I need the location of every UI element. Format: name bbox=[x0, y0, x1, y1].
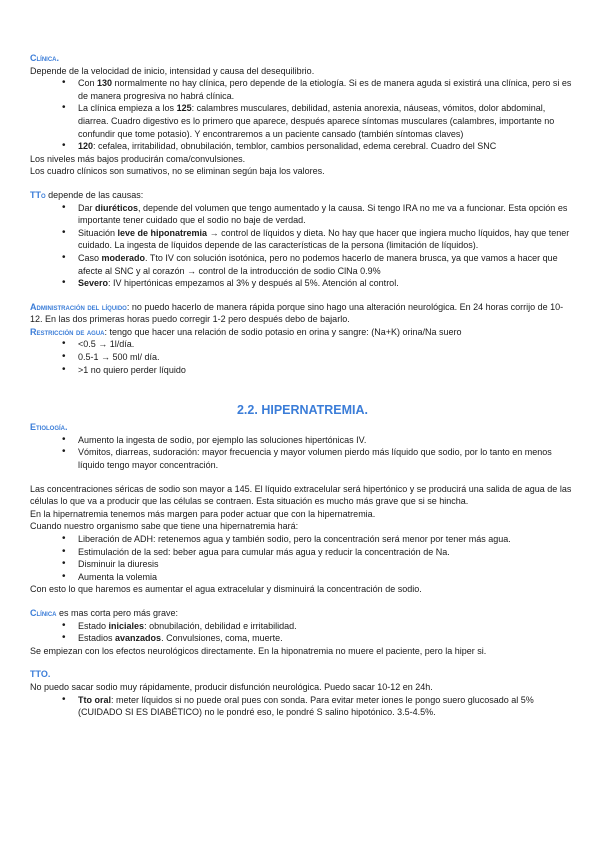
list-item: • Estadios avanzados. Convulsiones, coma, muerte. bbox=[62, 632, 575, 645]
restriccion-paragraph: Restricción de agua: tengo que hacer una relación de sodio potasio en orina y sangre: (Na+K) orina/Na suero bbox=[30, 326, 462, 337]
admin-paragraph: Administración del líquido: no puedo hacerlo de manera rápida porque sino hago una alteración neurológica. En 24 horas corrijo de 10-12. En las dos primeras horas puedo corregir 1-2 pero después debo de bajarlo. bbox=[30, 301, 564, 325]
conc-paragraph: En la hipernatremia tenemos más margen para poder actuar que con la hipernatremia. bbox=[30, 508, 376, 519]
list-item: • Estimulación de la sed: beber agua para cumular más agua y reducir la concentración de Na. bbox=[62, 546, 575, 559]
list-item: • Disminuir la diuresis bbox=[62, 558, 575, 571]
list-item: • 0.5-1 → 500 ml/ día. bbox=[62, 351, 575, 364]
clinica-list bbox=[30, 77, 575, 153]
tto2-heading: TTO. bbox=[30, 669, 51, 680]
conc-list bbox=[30, 533, 575, 583]
document-page bbox=[30, 52, 575, 719]
conc-paragraph: Con esto lo que haremos es aumentar el agua extracelular y disminuirá la concentración de sodio. bbox=[30, 584, 422, 595]
list-item: • Caso moderado. Tto IV con solución isotónica, pero no podemos hacerlo de manera brusca, ya que vamos a hacer que afecte al SNC y al corazón → control de la introducción de sodio ClNa 0.9% bbox=[62, 252, 575, 277]
list-item: • Aumenta la volemia bbox=[62, 571, 575, 584]
conc-paragraph: Cuando nuestro organismo sabe que tiene una hipernatremia hará: bbox=[30, 521, 299, 532]
list-item: • Estado iniciales: obnubilación, debilidad e irritabilidad. bbox=[62, 620, 575, 633]
section-title: 2.2. HIPERNATREMIA. bbox=[236, 403, 369, 418]
list-item: • Dar diuréticos, depende del volumen que tengo aumentado y la causa. Si tengo IRA no me va a funcionar. Esta opción es importante tener cuidado que el sodio no baje de verdad. bbox=[62, 202, 575, 227]
etiologia-list bbox=[30, 434, 575, 472]
clinica2-paragraph: Se empiezan con los efectos neurológicos directamente. En la hiponatremia no muere el paciente, pero la hiper si. bbox=[30, 645, 487, 656]
tto-list bbox=[30, 202, 575, 290]
list-item: • Severo: IV hipertónicas empezamos al 3% y después al 5%. Atención al control. bbox=[62, 277, 575, 290]
tto-heading: TTo depende de las causas: bbox=[30, 189, 144, 200]
clinica2-list bbox=[30, 620, 575, 645]
clinica2-heading: Clínica es mas corta pero más grave: bbox=[30, 607, 179, 618]
list-item: • La clínica empieza a los 125: calambres musculares, debilidad, astenia anorexia, náuseas, vómitos, dolor abdominal, diarrea. Cuadro digestivo es lo primero que aparece, después aparece síntomas musculares (calambres, importante no confundir que tome potasio). Y encontraremos a un paciente cansado (también síntomas claves) bbox=[62, 102, 575, 140]
etiologia-heading: Etiología. bbox=[30, 422, 68, 433]
list-item: • >1 no quiero perder líquido bbox=[62, 364, 575, 377]
clinica-line: Los niveles más bajos producirán coma/convulsiones. bbox=[30, 153, 246, 164]
clinica-line: Los cuadro clínicos son sumativos, no se eliminan según baja los valores. bbox=[30, 166, 325, 177]
list-item: • Tto oral: meter líquidos si no puede oral pues con sonda. Para evitar meter iones le pongo suero glucosado al 5% (CUIDADO SI ES DIABÉTICO) no le pondré eso, le pondré S salino hipotónico. 3.5-4.5%. bbox=[62, 694, 575, 719]
clinica-intro: Depende de la velocidad de inicio, intensidad y causa del desequilibrio. bbox=[30, 65, 315, 76]
list-item: • Con 130 normalmente no hay clínica, pero depende de la etiología. Si es de manera aguda si existirá una clínica, pero si es de manera progresiva no habrá clínica. bbox=[62, 77, 575, 102]
list-item: • Aumento la ingesta de sodio, por ejemplo las soluciones hipertónicas IV. bbox=[62, 434, 575, 447]
clinica-heading: Clínica. bbox=[30, 53, 59, 63]
tto2-paragraph: No puedo sacar sodio muy rápidamente, producir disfunción neurológica. Puedo sacar 10-12 en 24h. bbox=[30, 681, 433, 692]
list-item: • 120: cefalea, irritabilidad, obnubilación, temblor, cambios personalidad, edema cerebral. Cuadro del SNC bbox=[62, 140, 575, 153]
restriccion-list bbox=[30, 338, 575, 376]
tto2-list bbox=[30, 694, 575, 719]
list-item: • Situación leve de hiponatremia → control de líquidos y dieta. No hay que hacer que ingiera mucho líquidos, hay que tener cuidado. La ingesta de líquidos depende de las características de la persona (limitación de líquidos). bbox=[62, 227, 575, 252]
list-item: • <0.5 → 1l/día. bbox=[62, 338, 575, 351]
list-item: • Liberación de ADH: retenemos agua y también sodio, pero la concentración será menor por tener más agua. bbox=[62, 533, 575, 546]
list-item: • Vómitos, diarreas, sudoración: mayor frecuencia y mayor volumen pierdo más líquido que sodio, por lo tanto en menos líquido tengo mayor concentración. bbox=[62, 446, 575, 471]
conc-paragraph: Las concentraciones séricas de sodio son mayor a 145. El líquido extracelular será hipertónico y se producirá una salida de agua de las células lo que va a producir que las células se contraen. Esta situación es mucho más grave que si se hincha. bbox=[30, 483, 572, 507]
